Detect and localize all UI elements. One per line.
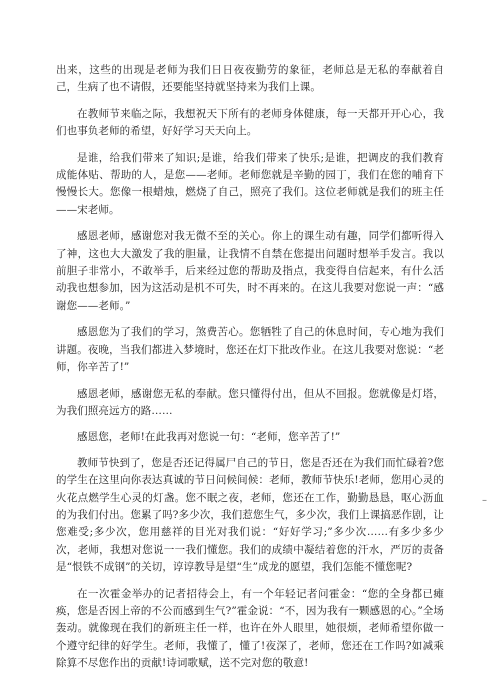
paragraph: 感恩您，老师!在此我再对您说一句：“老师，您辛苦了!” <box>77 431 341 444</box>
paragraph: 出来，这些的出现是老师为我们日日夜夜勤劳的象征，老师总是无私的奉献着自己，生病了也不请假，还要能坚持就坚持来为我们上课。 <box>56 64 444 94</box>
paragraph: 教师节快到了，您是否还记得属尸自己的节日，您是否还在为我们而忙碌着?您的学生在这里向你表达真诚的节日问候间候：老师，教师节快乐!老师，您用心灵的火花点燃学生心灵的灯盏。您不眠之夜，老师，您还在工作，勤勤恳恳，呕心沥血的为我们付出。您累了吗?多少次，我们惹您生气，多少次，我们上课搞恶作剧，让您难受;多少次，您用慈祥的目光对我们说：“好好学习;”多少次……有多少多少次，老师，我想对您说一一我们懂您。我们的成绩中凝结着您的汗水，严厉的责备是“恨铁不成钢”的关切，谆谆教导是望“生”成龙的愿望，我们怎能不懂您呢? <box>56 456 444 574</box>
margin-dash-mark: – <box>482 495 487 506</box>
paragraph: 是谁，给我们带来了知识;是谁，给我们带来了快乐;是谁，把调皮的我们教育成能体贴、帮助的人，是您——老师。老师您就是辛勤的园丁，我们在您的哺育下慢慢长大。您像一根蜡烛，燃烧了自己，照亮了我们。这位老师就是我们的班主任——宋老师。 <box>56 151 444 216</box>
paragraph: 感恩您为了我们的学习，煞费苦心。您牺牲了自己的休息时间，专心地为我们讲题。夜晚，当我们都进入梦境时，您还在灯下批改作业。在这儿我要对您说：“老师，你辛苦了!” <box>56 326 444 374</box>
paragraph: 感恩老师，感谢您对我无微不至的关心。你上的课生动有趣，同学们都听得入了神，这也大大激发了我的胆量，让我情不自禁在您提出问题时想举手发言。我以前胆子非常小，不敢举手，后来经过您的帮助及指点，我变得自信起来，有什么活动我也想参加，因为这活动是机不可失，时不再来的。在这儿我要对您说一声：“感谢您——老师。” <box>56 230 444 312</box>
paragraph: 感恩老师，感谢您无私的奉献。您只懂得付出，但从不回报。您就像是灯塔，为我们照亮远方的路…… <box>56 387 444 417</box>
paragraph: 在一次霍金举办的记者招待会上，有一个年轻记者问霍金：“您的全身都已瘫痪，您是否因上帝的不公而感到生气?”霍金说：“不，因为我有一颗感恩的心。”全场轰动。就像现在我们的新班主任一样，也许在外人眼里，她很烦，老师希望你做一个遵守纪律的好学生。老师，我懂了，懂了!夜深了，老师，您还在工作吗?如减乘除算不尽您作出的贡献!诗词歌赋，送不完对您的敬意! <box>56 587 444 670</box>
paragraph: 在教师节来临之际，我想祝天下所有的老师身体健康，每一天都开开心心，我们也事负老师的希望，好好学习天天向上。 <box>56 107 444 138</box>
